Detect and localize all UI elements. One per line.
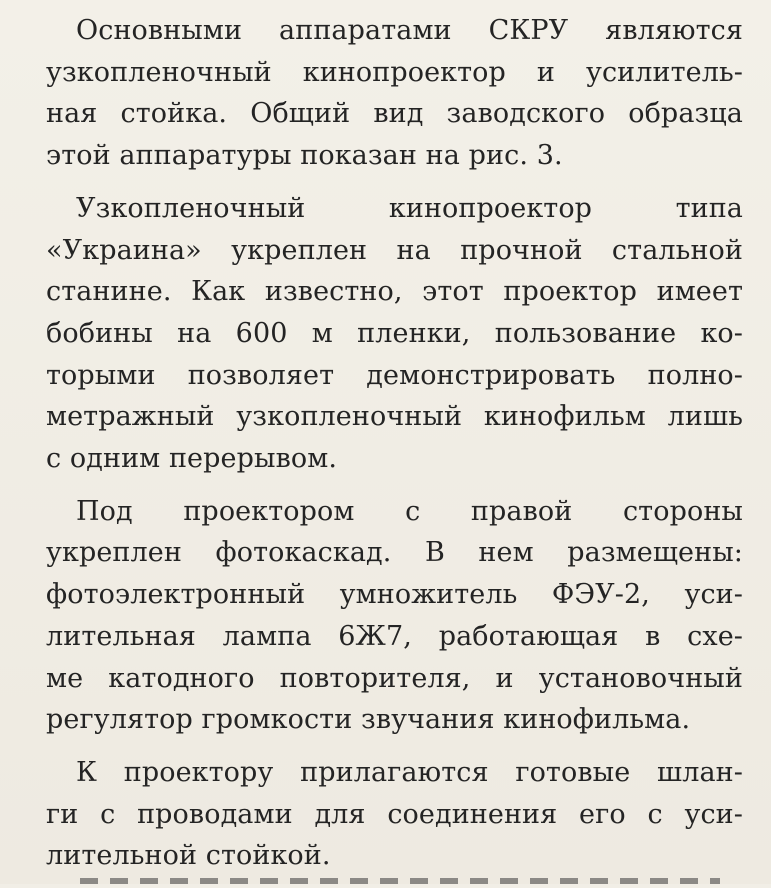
paragraph-2-line-5: торыми позволяет демонстрировать полно- [46,359,743,391]
paragraph-4-line-1: К проектору прилагаются готовые шлан- [76,756,743,788]
paragraph-1 [46,10,743,177]
paragraph-1-line-1: Основными аппаратами СКРУ являются [76,15,743,46]
paragraph-3-line-2: укреплен фотокаскад. В нем размещены: [46,537,743,569]
paragraph-2 [46,188,743,480]
body-text [46,10,743,888]
paragraph-3 [46,491,743,741]
paragraph-2-line-6: метражный узкопленочный кинофильм лишь [46,401,743,433]
paragraph-3-line-6: регулятор громкости звучания кинофильма. [46,704,691,736]
paragraph-2-line-2: «Украина» укреплен на прочной стальной [46,234,743,266]
paragraph-2-line-4: бобины на 600 м пленки, пользование ко- [46,317,743,349]
paragraph-2-line-3: станине. Как известно, этот проектор имеет [46,276,743,308]
cut-off-next-line [80,872,720,884]
paragraph-4 [46,752,743,877]
paragraph-1-line-4: этой аппаратуры показан на рис. 3. [46,140,563,172]
paragraph-3-line-4: лительная лампа 6Ж7, работающая в схе- [46,620,743,652]
paragraph-3-line-1: Под проектором с правой стороны [76,495,743,527]
paragraph-1-line-2: узкопленочный кинопроектор и усилитель- [46,56,743,88]
paragraph-3-line-3: фотоэлектронный умножитель ФЭУ-2, уси- [46,579,743,611]
paragraph-1-line-3: ная стойка. Общий вид заводского образца [46,98,743,130]
paragraph-3-line-5: ме катодного повторителя, и установочный [46,662,743,694]
paragraph-4-line-3: лительной стойкой. [46,840,331,872]
paragraph-4-line-2: ги с проводами для соединения его с уси- [46,798,743,830]
paragraph-2-line-1: Узкопленочный кинопроектор типа [76,192,743,224]
paragraph-2-line-7: с одним перерывом. [46,443,338,475]
